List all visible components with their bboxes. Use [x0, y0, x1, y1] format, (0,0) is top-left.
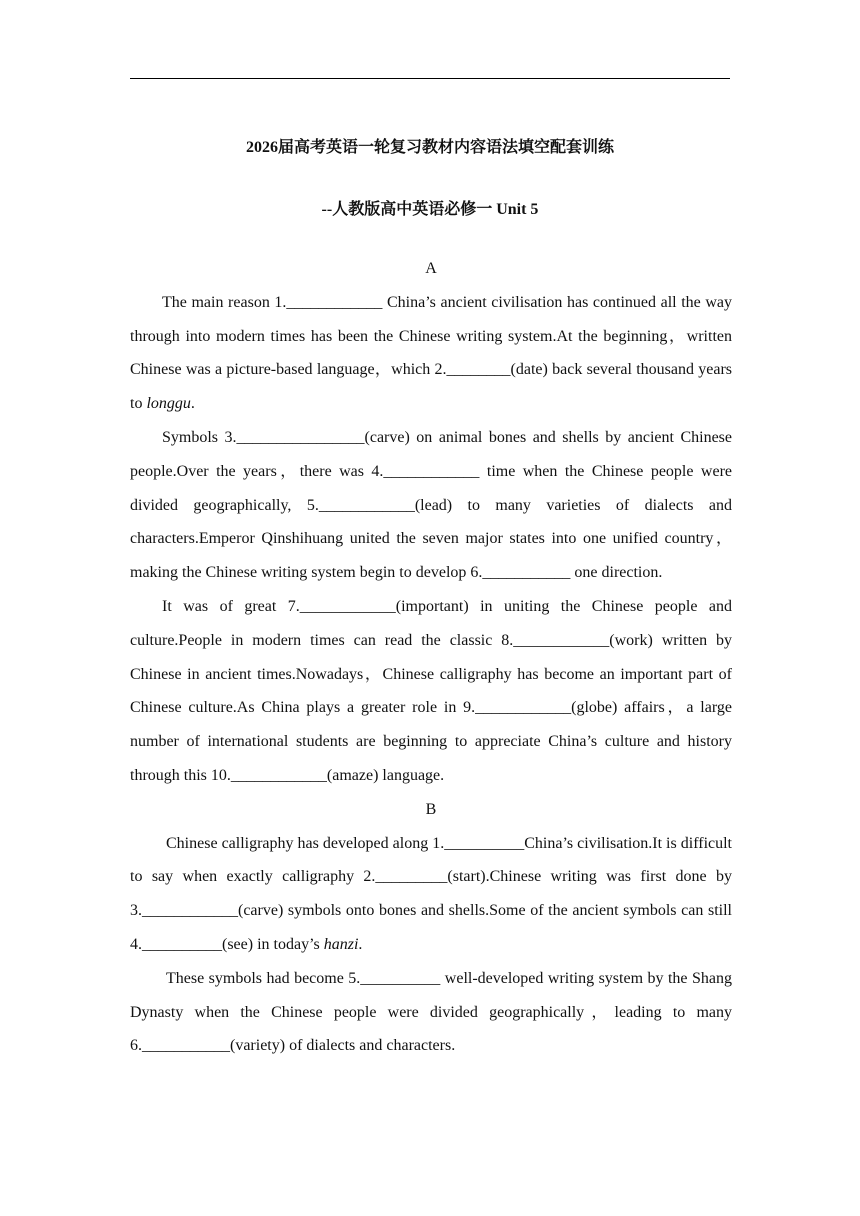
document-title: 2026届高考英语一轮复习教材内容语法填空配套训练: [245, 139, 614, 156]
section-b-paragraph-2: These symbols had become 5.__________ well-developed writing system by the Shang Dynasty when the Chinese people were divided geographically，leading to many 6.___________(variety) of dialects and characters.: [130, 969, 732, 1055]
section-a-paragraph-1: [130, 286, 732, 421]
paragraph-text: Chinese calligraphy has developed along 1.__________China’s civilisation.It is difficult to say when exactly calligraphy 2._________(start).Chinese writing was first done by 3.____________(carve) symbols onto bones and shells.Some of the ancient symbols can still 4.__________(see) in today’s: [130, 834, 732, 953]
document-subtitle: --人教版高中英语必修一 Unit 5: [321, 201, 539, 218]
italic-term: longgu: [146, 395, 191, 413]
section-a-label: A: [425, 260, 437, 277]
section-a-paragraph-3: It was of great 7.____________(important) in uniting the Chinese people and culture.People in modern times can read the classic 8.____________(work) written by Chinese in ancient times.Nowadays，Chinese calligraphy has become an important part of Chinese culture.As China plays a greater role in 9.____________(globe) affairs，a large number of international students are beginning to appreciate China’s culture and history through this 10.____________(amaze) language.: [130, 597, 732, 784]
section-a-paragraph-2: Symbols 3.________________(carve) on animal bones and shells by ancient Chinese people.Over the years，there was 4.____________ time when the Chinese people were divided geographically, 5.____________(lead) to many varieties of dialects and characters.Emperor Qinshihuang united the seven major states into one unified country，making the Chinese writing system begin to develop 6.___________ one direction.: [130, 428, 732, 582]
header-rule: [130, 78, 730, 79]
section-b-paragraph-1: [130, 827, 732, 962]
section-b-label: B: [425, 800, 437, 818]
italic-term: hanzi: [323, 935, 359, 953]
paragraph-end: .: [190, 395, 195, 413]
paragraph-end: .: [358, 935, 363, 953]
exercise-content: [130, 252, 732, 1063]
paragraph-text: The main reason 1.____________ China’s ancient civilisation has continued all the way through into modern times has been the Chinese writing system.At the beginning，written Chinese was a picture-based language，which 2.________(date) back several thousand years to: [130, 293, 732, 413]
